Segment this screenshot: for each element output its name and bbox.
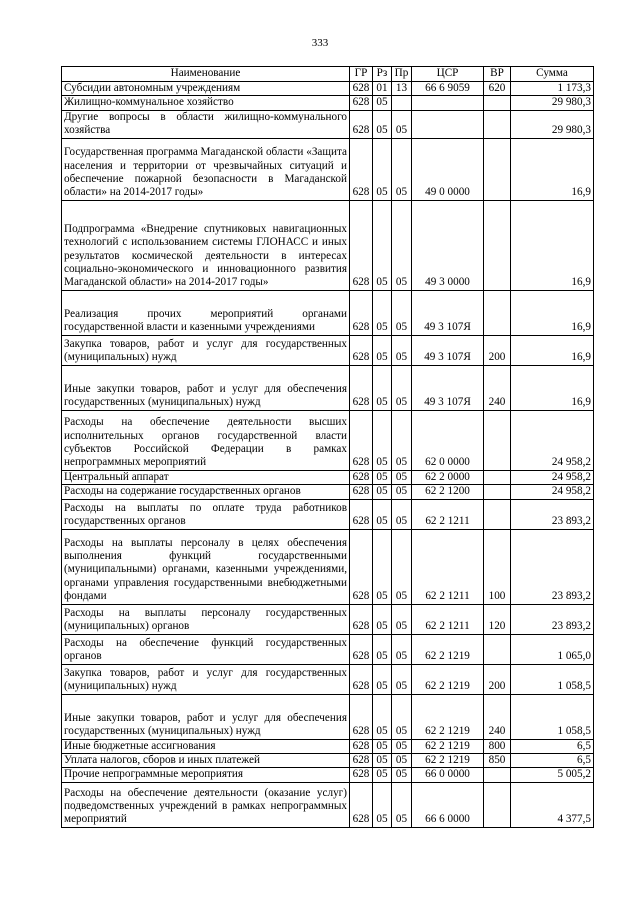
- row-gr: 628: [350, 664, 373, 694]
- table-row: [62, 138, 594, 200]
- table-row: [62, 499, 594, 529]
- row-csr: 66 6 9059: [412, 82, 484, 96]
- row-sum: 1 173,3: [511, 82, 594, 96]
- row-csr: 62 2 1211: [412, 499, 484, 529]
- row-sum: 16,9: [511, 365, 594, 410]
- row-csr: [412, 110, 484, 138]
- row-gr: 628: [350, 365, 373, 410]
- row-vr: [484, 499, 511, 529]
- row-rz: 05: [373, 470, 392, 484]
- row-rz: 05: [373, 664, 392, 694]
- header-rz: Рз: [373, 67, 392, 82]
- row-sum: 23 893,2: [511, 529, 594, 604]
- table-row: [62, 110, 594, 138]
- row-rz: 05: [373, 782, 392, 827]
- row-sum: 5 005,2: [511, 768, 594, 782]
- row-vr: 200: [484, 664, 511, 694]
- row-name: Расходы на выплаты персоналу государственных (муниципальных) органов: [62, 604, 350, 634]
- row-csr: 62 2 1219: [412, 664, 484, 694]
- table-row: [62, 335, 594, 365]
- row-vr: [484, 470, 511, 484]
- row-rz: 05: [373, 499, 392, 529]
- row-vr: [484, 634, 511, 664]
- row-vr: 240: [484, 694, 511, 739]
- row-name: Расходы на обеспечение деятельности (оказание услуг) подведомственных учреждений в рамках непрограммных мероприятий: [62, 782, 350, 827]
- row-pr: 05: [392, 634, 412, 664]
- row-pr: 05: [392, 138, 412, 200]
- row-sum: 1 065,0: [511, 634, 594, 664]
- row-rz: 05: [373, 634, 392, 664]
- row-name: Иные бюджетные ассигнования: [62, 739, 350, 753]
- row-pr: 05: [392, 499, 412, 529]
- row-pr: 05: [392, 782, 412, 827]
- row-vr: 120: [484, 604, 511, 634]
- table-row: [62, 410, 594, 470]
- table-row: [62, 200, 594, 290]
- row-name: Реализация прочих мероприятий органами государственной власти и казенными учреждениями: [62, 290, 350, 335]
- row-gr: 628: [350, 96, 373, 110]
- row-gr: 628: [350, 634, 373, 664]
- row-name: Жилищно-коммунальное хозяйство: [62, 96, 350, 110]
- row-pr: 05: [392, 739, 412, 753]
- row-gr: 628: [350, 82, 373, 96]
- row-vr: 200: [484, 335, 511, 365]
- row-rz: 05: [373, 739, 392, 753]
- row-rz: 05: [373, 200, 392, 290]
- row-rz: 05: [373, 529, 392, 604]
- row-gr: 628: [350, 335, 373, 365]
- row-rz: 05: [373, 335, 392, 365]
- row-sum: 23 893,2: [511, 604, 594, 634]
- row-csr: 49 3 0000: [412, 200, 484, 290]
- row-pr: 13: [392, 82, 412, 96]
- row-csr: 62 2 1211: [412, 529, 484, 604]
- header-csr: ЦСР: [412, 67, 484, 82]
- table-row: [62, 365, 594, 410]
- row-csr: [412, 96, 484, 110]
- row-rz: 05: [373, 96, 392, 110]
- row-pr: 05: [392, 200, 412, 290]
- row-name: Расходы на выплаты по оплате труда работников государственных органов: [62, 499, 350, 529]
- row-gr: 628: [350, 485, 373, 499]
- row-pr: 05: [392, 768, 412, 782]
- table-row: [62, 694, 594, 739]
- row-pr: 05: [392, 694, 412, 739]
- row-sum: 16,9: [511, 335, 594, 365]
- row-gr: 628: [350, 754, 373, 768]
- row-csr: 62 2 0000: [412, 470, 484, 484]
- row-pr: [392, 96, 412, 110]
- row-name: Государственная программа Магаданской области «Защита населения и территории от чрезвычайных ситуаций и обеспечение пожарной безопасности в Магаданской области» на 2014-2017 годы»: [62, 138, 350, 200]
- row-rz: 05: [373, 365, 392, 410]
- row-vr: [484, 782, 511, 827]
- row-rz: 05: [373, 138, 392, 200]
- row-csr: 62 0 0000: [412, 410, 484, 470]
- row-vr: [484, 290, 511, 335]
- row-vr: 620: [484, 82, 511, 96]
- header-sum: Сумма: [511, 67, 594, 82]
- row-gr: 628: [350, 138, 373, 200]
- budget-table: [61, 66, 594, 828]
- table-body: [62, 82, 594, 828]
- table-row: [62, 604, 594, 634]
- row-pr: 05: [392, 470, 412, 484]
- row-gr: 628: [350, 499, 373, 529]
- row-csr: 49 3 107Я: [412, 335, 484, 365]
- row-name: Иные закупки товаров, работ и услуг для обеспечения государственных (муниципальных) нужд: [62, 365, 350, 410]
- row-rz: 05: [373, 485, 392, 499]
- row-csr: 66 0 0000: [412, 768, 484, 782]
- row-name: Субсидии автономным учреждениям: [62, 82, 350, 96]
- row-sum: 6,5: [511, 754, 594, 768]
- row-sum: 23 893,2: [511, 499, 594, 529]
- row-pr: 05: [392, 290, 412, 335]
- row-pr: 05: [392, 529, 412, 604]
- row-pr: 05: [392, 335, 412, 365]
- table-row: [62, 470, 594, 484]
- row-rz: 05: [373, 768, 392, 782]
- row-vr: [484, 138, 511, 200]
- row-pr: 05: [392, 410, 412, 470]
- row-name: Уплата налогов, сборов и иных платежей: [62, 754, 350, 768]
- row-pr: 05: [392, 365, 412, 410]
- row-vr: 240: [484, 365, 511, 410]
- row-vr: [484, 200, 511, 290]
- row-vr: [484, 768, 511, 782]
- table-row: [62, 664, 594, 694]
- row-gr: 628: [350, 604, 373, 634]
- row-pr: 05: [392, 754, 412, 768]
- row-gr: 628: [350, 739, 373, 753]
- table-row: [62, 782, 594, 827]
- row-vr: [484, 410, 511, 470]
- row-sum: 16,9: [511, 138, 594, 200]
- row-csr: 49 3 107Я: [412, 365, 484, 410]
- table-header-row: [62, 67, 594, 82]
- row-name: Иные закупки товаров, работ и услуг для обеспечения государственных (муниципальных) нужд: [62, 694, 350, 739]
- row-pr: 05: [392, 110, 412, 138]
- table-row: [62, 485, 594, 499]
- row-gr: 628: [350, 290, 373, 335]
- row-gr: 628: [350, 410, 373, 470]
- row-name: Центральный аппарат: [62, 470, 350, 484]
- row-name: Закупка товаров, работ и услуг для государственных (муниципальных) нужд: [62, 664, 350, 694]
- row-vr: 850: [484, 754, 511, 768]
- row-gr: 628: [350, 110, 373, 138]
- row-pr: 05: [392, 604, 412, 634]
- row-csr: 62 2 1200: [412, 485, 484, 499]
- row-pr: 05: [392, 485, 412, 499]
- row-sum: 29 980,3: [511, 110, 594, 138]
- row-sum: 24 958,2: [511, 470, 594, 484]
- header-pr: Пр: [392, 67, 412, 82]
- row-gr: 628: [350, 200, 373, 290]
- table-row: [62, 768, 594, 782]
- row-csr: 62 2 1211: [412, 604, 484, 634]
- row-name: Расходы на содержание государственных органов: [62, 485, 350, 499]
- row-vr: [484, 110, 511, 138]
- row-csr: 62 2 1219: [412, 754, 484, 768]
- row-csr: 66 6 0000: [412, 782, 484, 827]
- header-vr: ВР: [484, 67, 511, 82]
- row-name: Закупка товаров, работ и услуг для государственных (муниципальных) нужд: [62, 335, 350, 365]
- table-row: [62, 290, 594, 335]
- row-vr: 100: [484, 529, 511, 604]
- row-name: Расходы на обеспечение функций государственных органов: [62, 634, 350, 664]
- row-sum: 1 058,5: [511, 694, 594, 739]
- row-name: Расходы на обеспечение деятельности высших исполнительных органов государственной власти субъектов Российской Федерации в рамках непрограммных мероприятий: [62, 410, 350, 470]
- row-rz: 05: [373, 110, 392, 138]
- table-row: [62, 739, 594, 753]
- row-csr: 62 2 1219: [412, 634, 484, 664]
- row-sum: 4 377,5: [511, 782, 594, 827]
- table-row: [62, 754, 594, 768]
- row-sum: 16,9: [511, 200, 594, 290]
- row-sum: 1 058,5: [511, 664, 594, 694]
- row-rz: 05: [373, 694, 392, 739]
- page-number: 333: [311, 37, 329, 49]
- row-vr: 800: [484, 739, 511, 753]
- row-sum: 6,5: [511, 739, 594, 753]
- row-gr: 628: [350, 782, 373, 827]
- row-gr: 628: [350, 529, 373, 604]
- row-sum: 16,9: [511, 290, 594, 335]
- row-name: Прочие непрограммные мероприятия: [62, 768, 350, 782]
- row-sum: 24 958,2: [511, 485, 594, 499]
- table-row: [62, 529, 594, 604]
- row-vr: [484, 96, 511, 110]
- row-csr: 62 2 1219: [412, 694, 484, 739]
- table-row: [62, 634, 594, 664]
- row-name: Расходы на выплаты персоналу в целях обеспечения выполнения функций государственными (муниципальными) органами, казенными учреждениями, органами управления государственными внебюджетными фондами: [62, 529, 350, 604]
- row-vr: [484, 485, 511, 499]
- row-rz: 05: [373, 604, 392, 634]
- row-rz: 05: [373, 754, 392, 768]
- row-rz: 05: [373, 290, 392, 335]
- table-row: [62, 96, 594, 110]
- row-sum: 24 958,2: [511, 410, 594, 470]
- row-name: Подпрограмма «Внедрение спутниковых навигационных технологий с использованием системы ГЛОНАСС и иных результатов космической деятельности в интересах социально-экономического и инновационного развития Магаданской области» на 2014-2017 годы»: [62, 200, 350, 290]
- row-pr: 05: [392, 664, 412, 694]
- header-gr: ГР: [350, 67, 373, 82]
- table-row: [62, 82, 594, 96]
- row-gr: 628: [350, 694, 373, 739]
- row-sum: 29 980,3: [511, 96, 594, 110]
- row-rz: 01: [373, 82, 392, 96]
- row-csr: 49 0 0000: [412, 138, 484, 200]
- row-rz: 05: [373, 410, 392, 470]
- header-name: Наименование: [62, 67, 350, 82]
- row-gr: 628: [350, 470, 373, 484]
- row-csr: 49 3 107Я: [412, 290, 484, 335]
- row-csr: 62 2 1219: [412, 739, 484, 753]
- row-name: Другие вопросы в области жилищно-коммунального хозяйства: [62, 110, 350, 138]
- row-gr: 628: [350, 768, 373, 782]
